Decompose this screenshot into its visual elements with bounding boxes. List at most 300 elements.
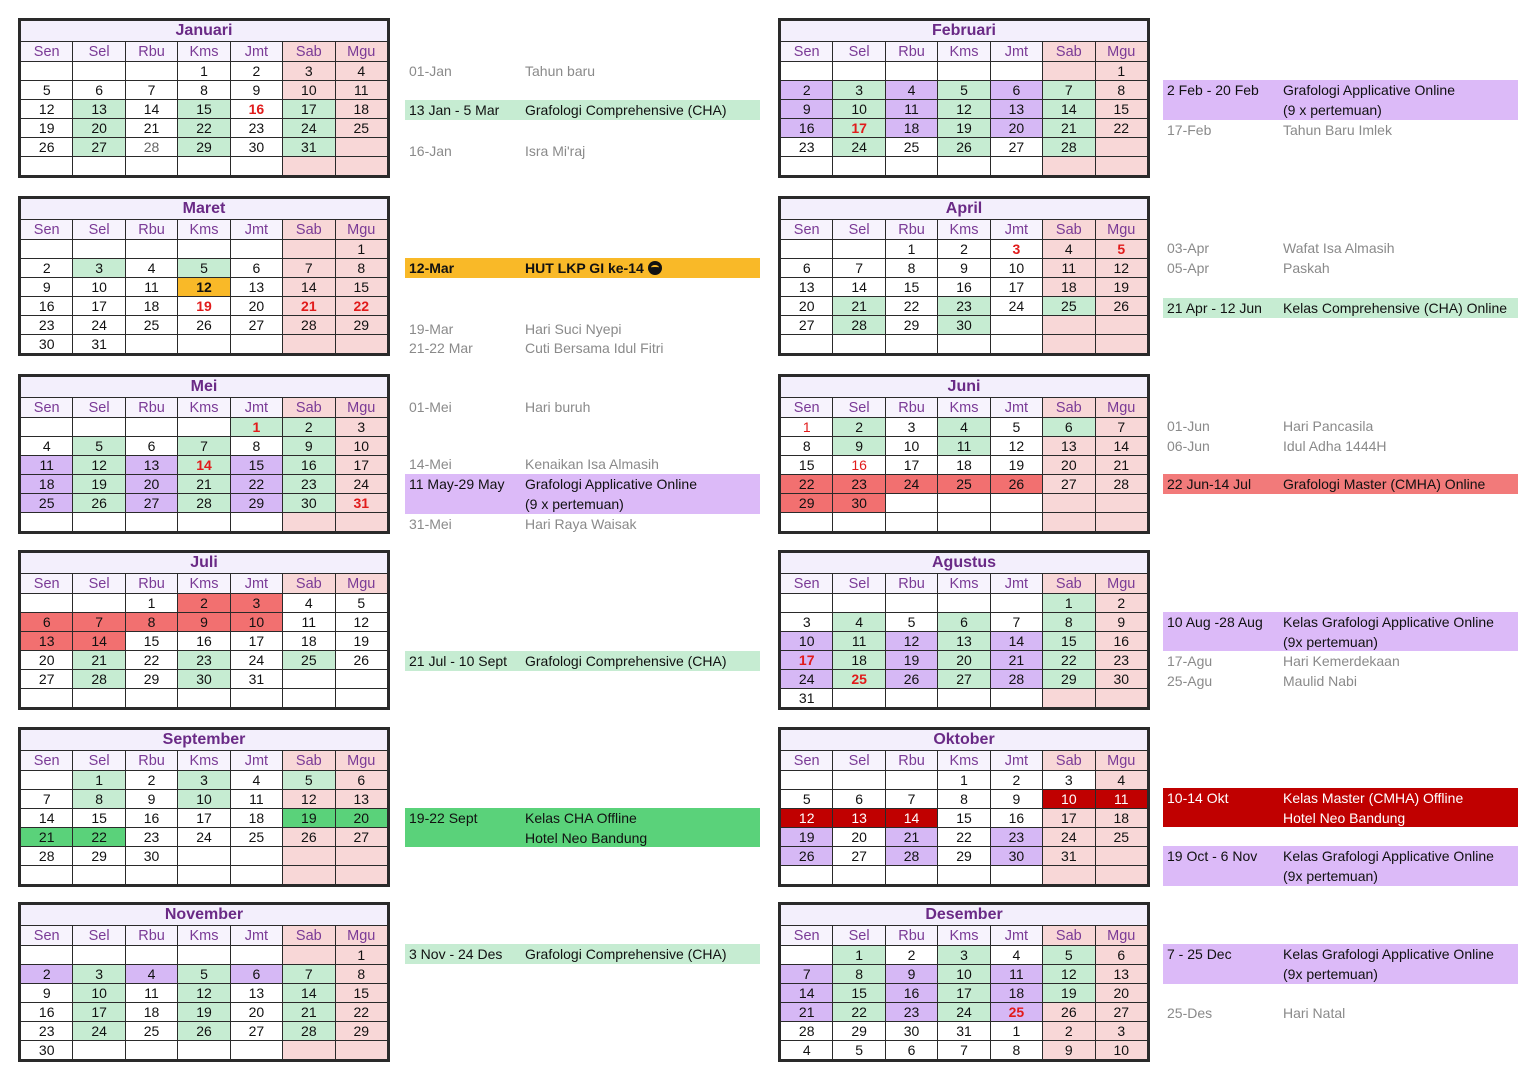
day-cell[interactable]: 24	[230, 651, 282, 670]
day-cell[interactable]: 18	[1043, 278, 1095, 297]
day-cell[interactable]: 5	[1043, 946, 1095, 965]
day-cell[interactable]: 15	[938, 809, 990, 828]
day-cell[interactable]: 11	[833, 632, 885, 651]
day-cell[interactable]: 29	[781, 494, 833, 513]
day-cell[interactable]: 15	[885, 278, 937, 297]
day-cell[interactable]: 1	[335, 946, 387, 965]
day-cell[interactable]: 19	[1043, 984, 1095, 1003]
day-cell[interactable]: 26	[283, 828, 335, 847]
day-cell[interactable]: 16	[21, 1003, 73, 1022]
day-cell[interactable]: 3	[73, 965, 125, 984]
day-cell[interactable]: 16	[21, 297, 73, 316]
day-cell[interactable]: 28	[21, 847, 73, 866]
day-cell[interactable]: 4	[781, 1041, 833, 1060]
day-cell[interactable]: 6	[938, 613, 990, 632]
day-cell[interactable]: 20	[230, 297, 282, 316]
day-cell[interactable]: 5	[335, 594, 387, 613]
day-cell[interactable]: 31	[230, 670, 282, 689]
day-cell[interactable]: 3	[335, 418, 387, 437]
day-cell[interactable]: 23	[21, 316, 73, 335]
day-cell[interactable]: 23	[125, 828, 177, 847]
day-cell[interactable]: 17	[781, 651, 833, 670]
day-cell[interactable]: 26	[21, 138, 73, 157]
day-cell[interactable]: 9	[1043, 1041, 1095, 1060]
day-cell[interactable]: 8	[1095, 81, 1147, 100]
day-cell[interactable]: 9	[125, 790, 177, 809]
day-cell[interactable]: 2	[1095, 594, 1147, 613]
day-cell[interactable]: 9	[781, 100, 833, 119]
day-cell[interactable]: 5	[990, 418, 1042, 437]
day-cell[interactable]: 16	[885, 984, 937, 1003]
day-cell[interactable]: 20	[335, 809, 387, 828]
day-cell[interactable]: 19	[335, 632, 387, 651]
day-cell[interactable]: 22	[335, 1003, 387, 1022]
day-cell[interactable]: 6	[781, 259, 833, 278]
day-cell[interactable]: 21	[1043, 119, 1095, 138]
day-cell[interactable]: 1	[833, 946, 885, 965]
day-cell[interactable]: 27	[73, 138, 125, 157]
day-cell[interactable]: 14	[21, 809, 73, 828]
day-cell[interactable]: 3	[1095, 1022, 1147, 1041]
day-cell[interactable]: 10	[938, 965, 990, 984]
day-cell[interactable]: 6	[1095, 946, 1147, 965]
day-cell[interactable]: 11	[1043, 259, 1095, 278]
day-cell[interactable]: 7	[1043, 81, 1095, 100]
day-cell[interactable]: 27	[335, 828, 387, 847]
day-cell[interactable]: 13	[21, 632, 73, 651]
day-cell[interactable]: 28	[1095, 475, 1147, 494]
day-cell[interactable]: 11	[335, 81, 387, 100]
day-cell[interactable]: 22	[1043, 651, 1095, 670]
day-cell[interactable]: 5	[1095, 240, 1147, 259]
day-cell[interactable]: 21	[283, 297, 335, 316]
day-cell[interactable]: 5	[833, 1041, 885, 1060]
day-cell[interactable]: 14	[885, 809, 937, 828]
day-cell[interactable]: 26	[781, 847, 833, 866]
day-cell[interactable]: 26	[1043, 1003, 1095, 1022]
day-cell[interactable]: 22	[833, 1003, 885, 1022]
day-cell[interactable]: 25	[21, 494, 73, 513]
day-cell[interactable]: 20	[833, 828, 885, 847]
day-cell[interactable]: 6	[990, 81, 1042, 100]
day-cell[interactable]: 10	[73, 984, 125, 1003]
day-cell[interactable]: 30	[21, 335, 73, 354]
day-cell[interactable]: 14	[283, 278, 335, 297]
day-cell[interactable]: 11	[21, 456, 73, 475]
day-cell[interactable]: 21	[1095, 456, 1147, 475]
day-cell[interactable]: 11	[990, 965, 1042, 984]
day-cell[interactable]: 29	[125, 670, 177, 689]
day-cell[interactable]: 8	[335, 965, 387, 984]
day-cell[interactable]: 18	[230, 809, 282, 828]
day-cell[interactable]: 12	[21, 100, 73, 119]
day-cell[interactable]: 9	[938, 259, 990, 278]
day-cell[interactable]: 21	[283, 1003, 335, 1022]
day-cell[interactable]: 7	[125, 81, 177, 100]
day-cell[interactable]: 18	[125, 297, 177, 316]
day-cell[interactable]: 15	[178, 100, 230, 119]
day-cell[interactable]: 8	[73, 790, 125, 809]
day-cell[interactable]: 23	[781, 138, 833, 157]
day-cell[interactable]: 8	[938, 790, 990, 809]
day-cell[interactable]: 18	[938, 456, 990, 475]
day-cell[interactable]: 15	[1095, 100, 1147, 119]
day-cell[interactable]: 6	[230, 965, 282, 984]
day-cell[interactable]: 9	[230, 81, 282, 100]
day-cell[interactable]: 21	[781, 1003, 833, 1022]
day-cell[interactable]: 27	[1043, 475, 1095, 494]
day-cell[interactable]: 2	[125, 771, 177, 790]
day-cell[interactable]: 16	[1095, 632, 1147, 651]
day-cell[interactable]: 25	[885, 138, 937, 157]
day-cell[interactable]: 9	[178, 613, 230, 632]
day-cell[interactable]: 18	[335, 100, 387, 119]
day-cell[interactable]: 24	[335, 475, 387, 494]
day-cell[interactable]: 3	[73, 259, 125, 278]
day-cell[interactable]: 11	[283, 613, 335, 632]
day-cell[interactable]: 9	[21, 278, 73, 297]
day-cell[interactable]: 12	[335, 613, 387, 632]
day-cell[interactable]: 13	[230, 278, 282, 297]
day-cell[interactable]: 17	[335, 456, 387, 475]
day-cell[interactable]: 22	[73, 828, 125, 847]
day-cell[interactable]: 9	[21, 984, 73, 1003]
day-cell[interactable]: 3	[230, 594, 282, 613]
day-cell[interactable]: 8	[990, 1041, 1042, 1060]
day-cell[interactable]: 25	[283, 651, 335, 670]
day-cell[interactable]: 15	[1043, 632, 1095, 651]
day-cell[interactable]: 5	[178, 965, 230, 984]
day-cell[interactable]: 8	[885, 259, 937, 278]
day-cell[interactable]: 13	[73, 100, 125, 119]
day-cell[interactable]: 15	[230, 456, 282, 475]
day-cell[interactable]: 11	[938, 437, 990, 456]
day-cell[interactable]: 4	[125, 965, 177, 984]
day-cell[interactable]: 5	[885, 613, 937, 632]
day-cell[interactable]: 12	[938, 100, 990, 119]
day-cell[interactable]: 30	[230, 138, 282, 157]
day-cell[interactable]: 30	[21, 1041, 73, 1060]
day-cell[interactable]: 15	[335, 278, 387, 297]
day-cell[interactable]: 18	[833, 651, 885, 670]
day-cell[interactable]: 2	[938, 240, 990, 259]
day-cell[interactable]: 16	[125, 809, 177, 828]
day-cell[interactable]: 3	[781, 613, 833, 632]
day-cell[interactable]: 30	[833, 494, 885, 513]
day-cell[interactable]: 14	[283, 984, 335, 1003]
day-cell[interactable]: 10	[178, 790, 230, 809]
day-cell[interactable]: 19	[938, 119, 990, 138]
day-cell[interactable]: 4	[990, 946, 1042, 965]
day-cell[interactable]: 19	[885, 651, 937, 670]
day-cell[interactable]: 17	[990, 278, 1042, 297]
day-cell[interactable]: 12	[1043, 965, 1095, 984]
day-cell[interactable]: 18	[283, 632, 335, 651]
day-cell[interactable]: 23	[283, 475, 335, 494]
day-cell[interactable]: 23	[885, 1003, 937, 1022]
day-cell[interactable]: 16	[833, 456, 885, 475]
day-cell[interactable]: 5	[73, 437, 125, 456]
day-cell[interactable]: 5	[938, 81, 990, 100]
day-cell[interactable]: 8	[833, 965, 885, 984]
day-cell[interactable]: 4	[283, 594, 335, 613]
day-cell[interactable]: 24	[178, 828, 230, 847]
day-cell[interactable]: 20	[73, 119, 125, 138]
day-cell[interactable]: 21	[21, 828, 73, 847]
day-cell[interactable]: 23	[178, 651, 230, 670]
day-cell[interactable]: 25	[335, 119, 387, 138]
day-cell[interactable]: 6	[1043, 418, 1095, 437]
day-cell[interactable]: 29	[833, 1022, 885, 1041]
day-cell[interactable]: 4	[938, 418, 990, 437]
day-cell[interactable]: 3	[833, 81, 885, 100]
day-cell[interactable]: 20	[1095, 984, 1147, 1003]
day-cell[interactable]: 27	[833, 847, 885, 866]
day-cell[interactable]: 27	[938, 670, 990, 689]
day-cell[interactable]: 29	[335, 1022, 387, 1041]
day-cell[interactable]: 31	[938, 1022, 990, 1041]
day-cell[interactable]: 1	[178, 62, 230, 81]
day-cell[interactable]: 29	[178, 138, 230, 157]
day-cell[interactable]: 12	[283, 790, 335, 809]
day-cell[interactable]: 29	[73, 847, 125, 866]
day-cell[interactable]: 4	[833, 613, 885, 632]
day-cell[interactable]: 25	[990, 1003, 1042, 1022]
day-cell[interactable]: 18	[990, 984, 1042, 1003]
day-cell[interactable]: 12	[73, 456, 125, 475]
day-cell[interactable]: 1	[1043, 594, 1095, 613]
day-cell[interactable]: 26	[990, 475, 1042, 494]
day-cell[interactable]: 17	[885, 456, 937, 475]
day-cell[interactable]: 10	[1095, 1041, 1147, 1060]
day-cell[interactable]: 1	[781, 418, 833, 437]
day-cell[interactable]: 28	[833, 316, 885, 335]
day-cell[interactable]: 20	[938, 651, 990, 670]
day-cell[interactable]: 6	[833, 790, 885, 809]
day-cell[interactable]: 20	[990, 119, 1042, 138]
day-cell[interactable]: 17	[178, 809, 230, 828]
day-cell[interactable]: 27	[781, 316, 833, 335]
day-cell[interactable]: 3	[178, 771, 230, 790]
day-cell[interactable]: 4	[335, 62, 387, 81]
day-cell[interactable]: 19	[21, 119, 73, 138]
day-cell[interactable]: 25	[230, 828, 282, 847]
day-cell[interactable]: 29	[938, 847, 990, 866]
day-cell[interactable]: 21	[990, 651, 1042, 670]
day-cell[interactable]: 14	[73, 632, 125, 651]
day-cell[interactable]: 25	[833, 670, 885, 689]
day-cell[interactable]: 10	[230, 613, 282, 632]
day-cell[interactable]: 4	[1095, 771, 1147, 790]
day-cell[interactable]: 22	[125, 651, 177, 670]
day-cell[interactable]: 12	[885, 632, 937, 651]
day-cell[interactable]: 17	[283, 100, 335, 119]
day-cell[interactable]: 30	[1095, 670, 1147, 689]
day-cell[interactable]: 26	[178, 316, 230, 335]
day-cell[interactable]: 25	[938, 475, 990, 494]
day-cell[interactable]: 6	[21, 613, 73, 632]
day-cell[interactable]: 5	[781, 790, 833, 809]
day-cell[interactable]: 17	[1043, 809, 1095, 828]
day-cell[interactable]: 1	[335, 240, 387, 259]
day-cell[interactable]: 13	[990, 100, 1042, 119]
day-cell[interactable]: 16	[230, 100, 282, 119]
day-cell[interactable]: 15	[335, 984, 387, 1003]
day-cell[interactable]: 28	[283, 1022, 335, 1041]
day-cell[interactable]: 27	[230, 316, 282, 335]
day-cell[interactable]: 13	[335, 790, 387, 809]
day-cell[interactable]: 10	[283, 81, 335, 100]
day-cell[interactable]: 9	[1095, 613, 1147, 632]
day-cell[interactable]: 14	[178, 456, 230, 475]
day-cell[interactable]: 16	[781, 119, 833, 138]
day-cell[interactable]: 4	[21, 437, 73, 456]
day-cell[interactable]: 26	[73, 494, 125, 513]
day-cell[interactable]: 13	[938, 632, 990, 651]
day-cell[interactable]: 7	[990, 613, 1042, 632]
day-cell[interactable]: 18	[885, 119, 937, 138]
day-cell[interactable]: 4	[125, 259, 177, 278]
day-cell[interactable]: 4	[1043, 240, 1095, 259]
day-cell[interactable]: 31	[1043, 847, 1095, 866]
day-cell[interactable]: 3	[990, 240, 1042, 259]
day-cell[interactable]: 2	[833, 418, 885, 437]
day-cell[interactable]: 25	[1043, 297, 1095, 316]
day-cell[interactable]: 29	[335, 316, 387, 335]
day-cell[interactable]: 29	[230, 494, 282, 513]
day-cell[interactable]: 15	[125, 632, 177, 651]
day-cell[interactable]: 22	[781, 475, 833, 494]
day-cell[interactable]: 28	[990, 670, 1042, 689]
day-cell[interactable]: 22	[938, 828, 990, 847]
day-cell[interactable]: 6	[73, 81, 125, 100]
day-cell[interactable]: 4	[885, 81, 937, 100]
day-cell[interactable]: 19	[283, 809, 335, 828]
day-cell[interactable]: 24	[885, 475, 937, 494]
day-cell[interactable]: 27	[21, 670, 73, 689]
day-cell[interactable]: 28	[178, 494, 230, 513]
day-cell[interactable]: 7	[833, 259, 885, 278]
day-cell[interactable]: 2	[21, 259, 73, 278]
day-cell[interactable]: 10	[1043, 790, 1095, 809]
day-cell[interactable]: 2	[21, 965, 73, 984]
day-cell[interactable]: 1	[125, 594, 177, 613]
day-cell[interactable]: 13	[1095, 965, 1147, 984]
day-cell[interactable]: 2	[781, 81, 833, 100]
day-cell[interactable]: 2	[230, 62, 282, 81]
day-cell[interactable]: 24	[1043, 828, 1095, 847]
day-cell[interactable]: 22	[178, 119, 230, 138]
day-cell[interactable]: 28	[283, 316, 335, 335]
day-cell[interactable]: 28	[885, 847, 937, 866]
day-cell[interactable]: 23	[938, 297, 990, 316]
day-cell[interactable]: 7	[283, 259, 335, 278]
day-cell[interactable]: 16	[938, 278, 990, 297]
day-cell[interactable]: 23	[833, 475, 885, 494]
day-cell[interactable]: 25	[125, 1022, 177, 1041]
day-cell[interactable]: 14	[781, 984, 833, 1003]
day-cell[interactable]: 17	[938, 984, 990, 1003]
day-cell[interactable]: 9	[885, 965, 937, 984]
day-cell[interactable]: 19	[990, 456, 1042, 475]
day-cell[interactable]: 11	[125, 984, 177, 1003]
day-cell[interactable]: 24	[73, 316, 125, 335]
day-cell[interactable]: 1	[73, 771, 125, 790]
day-cell[interactable]: 6	[125, 437, 177, 456]
day-cell[interactable]: 7	[885, 790, 937, 809]
day-cell[interactable]: 11	[125, 278, 177, 297]
day-cell[interactable]: 13	[781, 278, 833, 297]
day-cell[interactable]: 20	[125, 475, 177, 494]
day-cell[interactable]: 24	[283, 119, 335, 138]
day-cell[interactable]: 8	[178, 81, 230, 100]
day-cell[interactable]: 29	[885, 316, 937, 335]
day-cell[interactable]: 16	[178, 632, 230, 651]
day-cell[interactable]: 28	[781, 1022, 833, 1041]
day-cell[interactable]: 7	[283, 965, 335, 984]
day-cell[interactable]: 10	[990, 259, 1042, 278]
day-cell[interactable]: 23	[990, 828, 1042, 847]
day-cell[interactable]: 12	[1095, 259, 1147, 278]
day-cell[interactable]: 11	[230, 790, 282, 809]
day-cell[interactable]: 17	[230, 632, 282, 651]
day-cell[interactable]: 31	[73, 335, 125, 354]
day-cell[interactable]: 2	[178, 594, 230, 613]
day-cell[interactable]: 3	[938, 946, 990, 965]
day-cell[interactable]: 31	[283, 138, 335, 157]
day-cell[interactable]: 24	[833, 138, 885, 157]
day-cell[interactable]: 14	[990, 632, 1042, 651]
day-cell[interactable]: 15	[833, 984, 885, 1003]
day-cell[interactable]: 14	[833, 278, 885, 297]
day-cell[interactable]: 8	[1043, 613, 1095, 632]
day-cell[interactable]: 13	[833, 809, 885, 828]
day-cell[interactable]: 30	[178, 670, 230, 689]
day-cell[interactable]: 14	[1043, 100, 1095, 119]
day-cell[interactable]: 12	[781, 809, 833, 828]
day-cell[interactable]: 30	[885, 1022, 937, 1041]
day-cell[interactable]: 29	[1043, 670, 1095, 689]
day-cell[interactable]: 5	[21, 81, 73, 100]
day-cell[interactable]: 19	[73, 475, 125, 494]
day-cell[interactable]: 15	[781, 456, 833, 475]
day-cell[interactable]: 2	[283, 418, 335, 437]
day-cell[interactable]: 22	[885, 297, 937, 316]
day-cell[interactable]: 31	[781, 689, 833, 708]
day-cell[interactable]: 1	[230, 418, 282, 437]
day-cell[interactable]: 15	[73, 809, 125, 828]
day-cell[interactable]: 3	[885, 418, 937, 437]
day-cell[interactable]: 26	[335, 651, 387, 670]
day-cell[interactable]: 14	[125, 100, 177, 119]
day-cell[interactable]: 17	[833, 119, 885, 138]
day-cell[interactable]: 1	[1095, 62, 1147, 81]
day-cell[interactable]: 18	[1095, 809, 1147, 828]
day-cell[interactable]: 26	[885, 670, 937, 689]
day-cell[interactable]: 12	[178, 984, 230, 1003]
day-cell[interactable]: 25	[125, 316, 177, 335]
day-cell[interactable]: 19	[781, 828, 833, 847]
day-cell[interactable]: 10	[335, 437, 387, 456]
day-cell[interactable]: 5	[178, 259, 230, 278]
day-cell[interactable]: 6	[230, 259, 282, 278]
day-cell[interactable]: 8	[125, 613, 177, 632]
day-cell[interactable]: 26	[178, 1022, 230, 1041]
day-cell[interactable]: 2	[1043, 1022, 1095, 1041]
day-cell[interactable]: 10	[781, 632, 833, 651]
day-cell[interactable]: 16	[990, 809, 1042, 828]
day-cell[interactable]: 9	[833, 437, 885, 456]
